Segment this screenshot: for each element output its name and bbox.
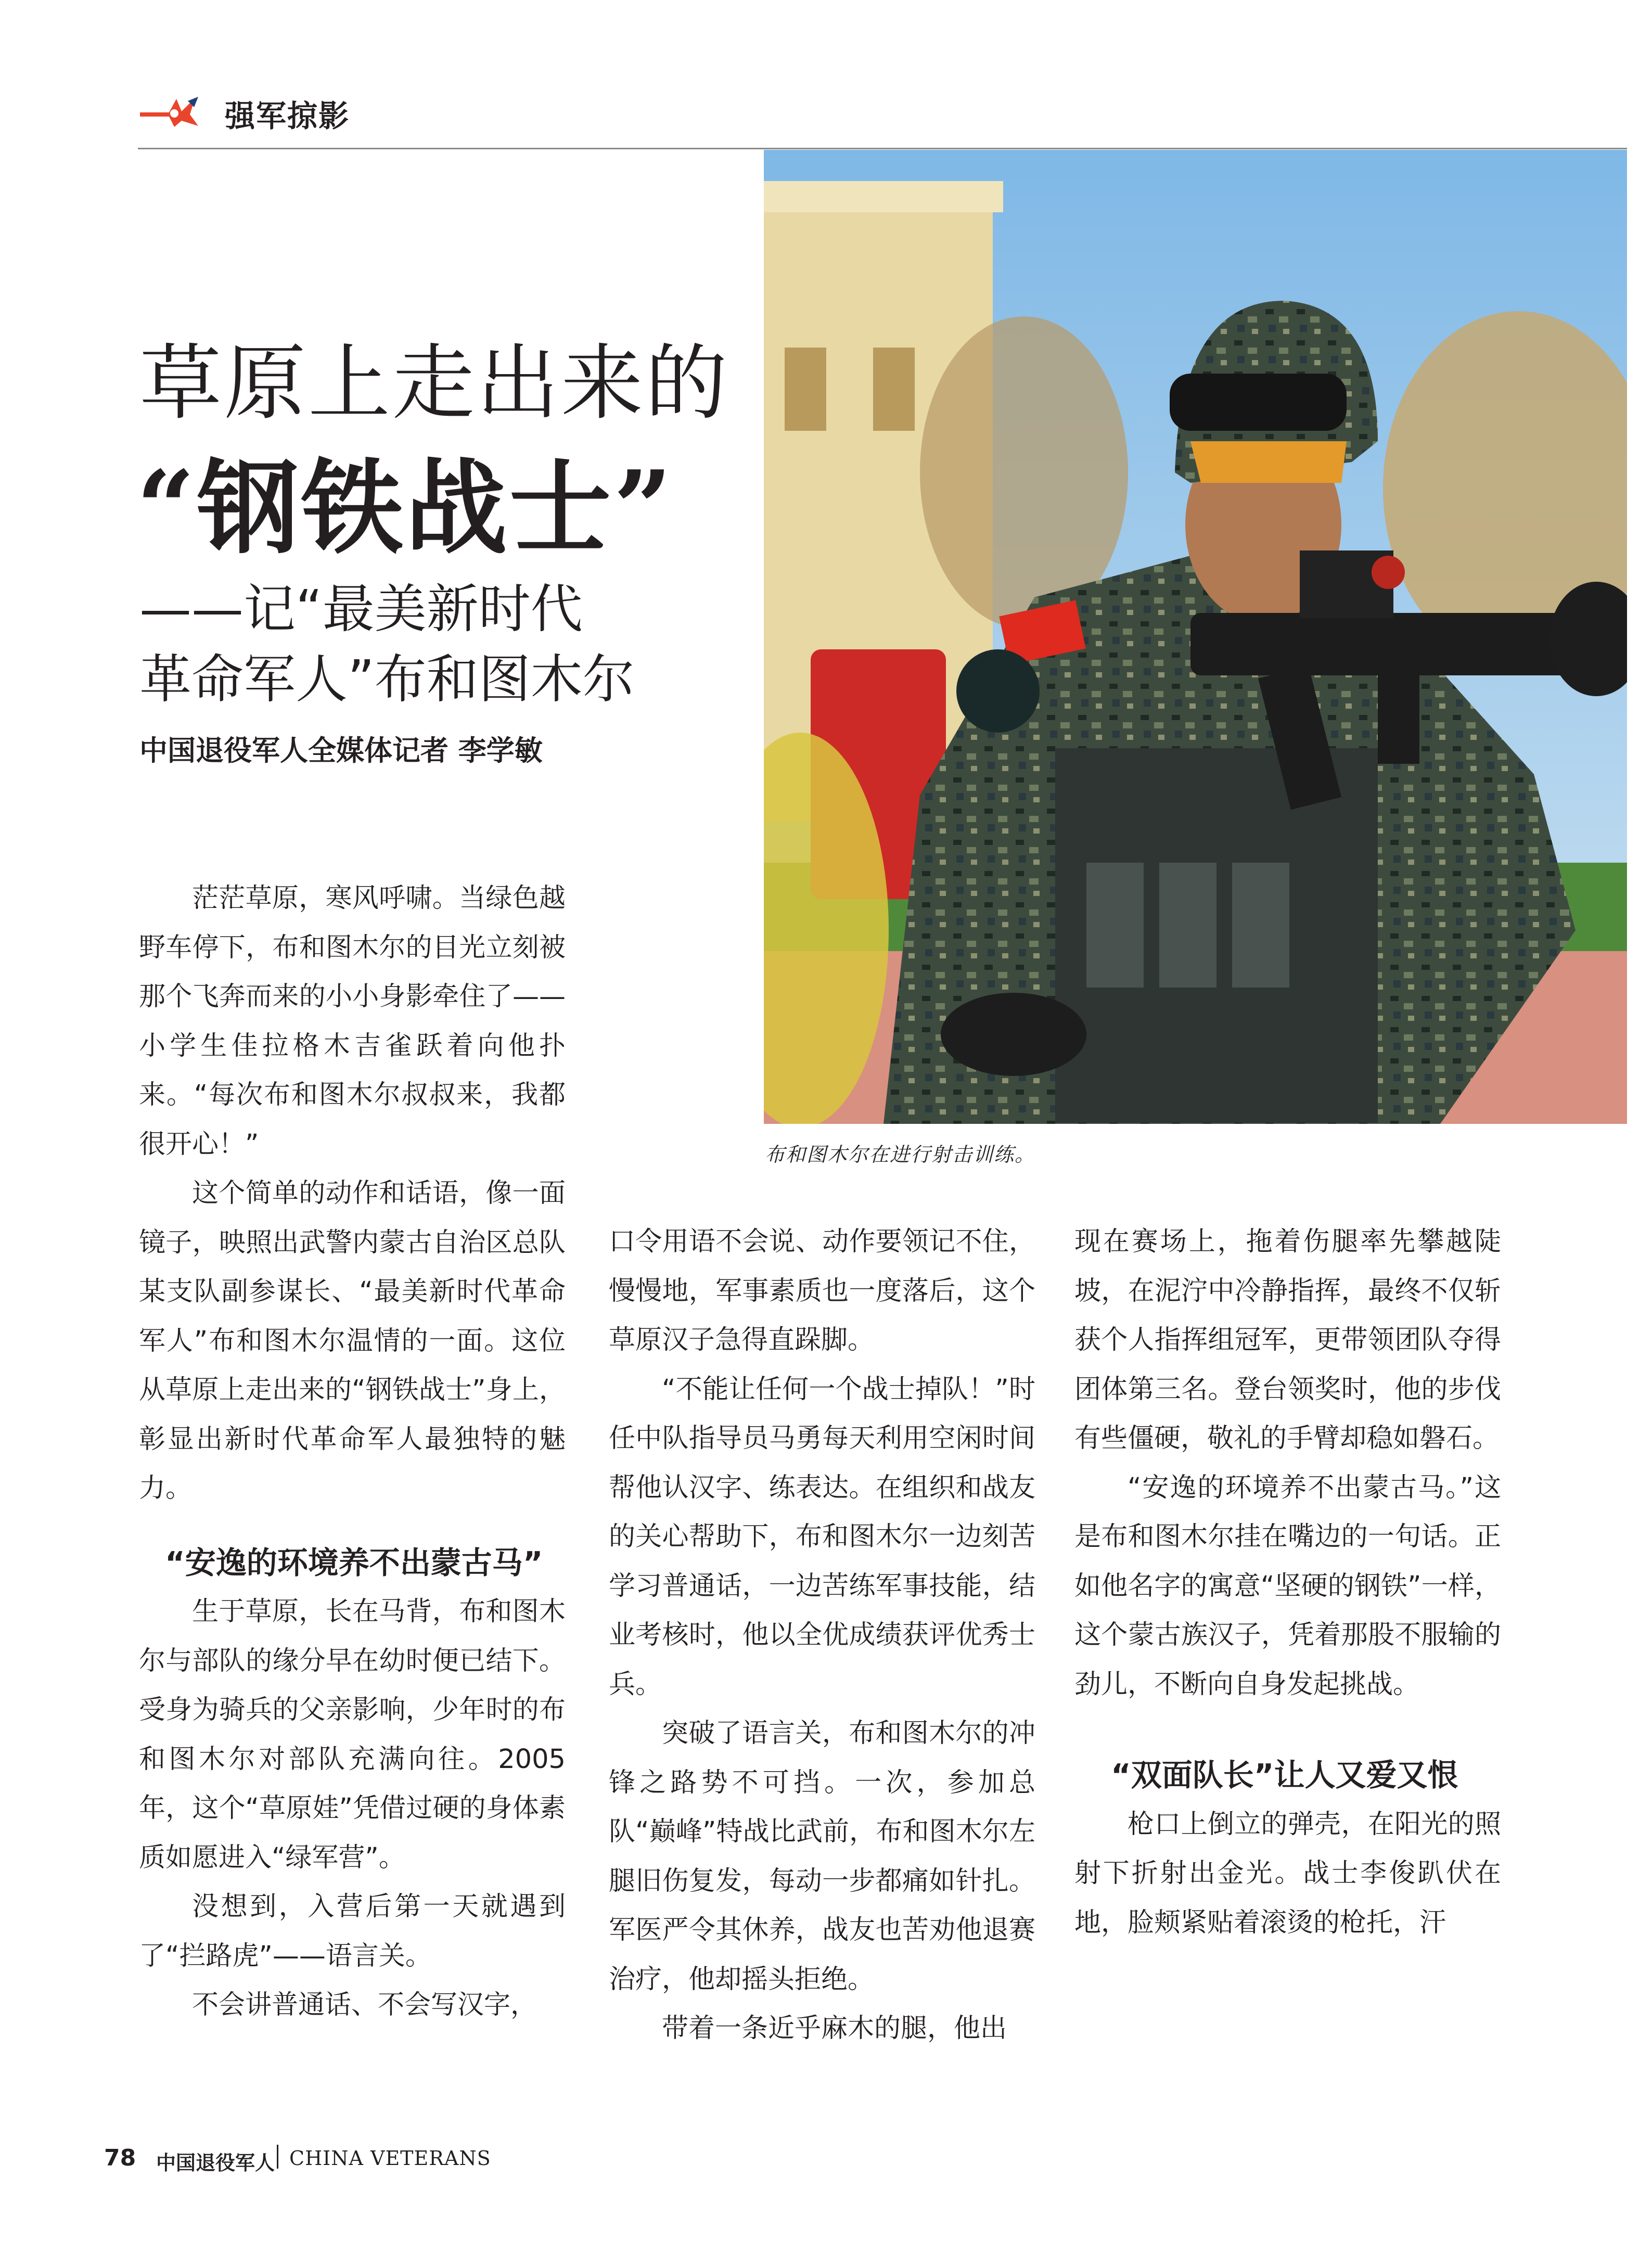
magazine-name-cn: 中国退役军人 bbox=[156, 2151, 275, 2174]
paragraph: 这个简单的动作和话语，像一面镜子，映照出武警内蒙古自治区总队某支队副参谋长、“最美新时代革命军人”布和图木尔温情的一面。这位从草原上走出来的“钢铁战士”身上，彰显出新时代革命军人最独特的魅力。 bbox=[139, 1178, 566, 1504]
paragraph: 没想到，入营后第一天就遇到了“拦路虎”——语言关。 bbox=[139, 1891, 566, 1971]
article-subtitle-line1: ——记“最美新时代 bbox=[139, 579, 583, 639]
paragraph: 枪口上倒立的弹壳，在阳光的照射下折射出金光。战士李俊趴伏在地，脸颊紧贴着滚烫的枪托，汗 bbox=[1074, 1809, 1501, 1938]
section-heading: “安逸的环境养不出蒙古马” bbox=[165, 1544, 543, 1581]
article-title-line2: “钢铁战士” bbox=[136, 449, 674, 568]
section-logo-icon bbox=[138, 94, 200, 130]
page-number: 78 bbox=[104, 2145, 136, 2171]
article-column-1 bbox=[139, 874, 566, 2030]
paragraph: “不能让任何一个战士掉队！”时任中队指导员马勇每天利用空闲时间帮他认汉字、练表达。在组织和战友的关心帮助下，布和图木尔一边刻苦学习普通话，一边苦练军事技能，结业考核时，他以全优成绩获评优秀士兵。 bbox=[609, 1374, 1035, 1700]
article-title-line1: 草原上走出来的 bbox=[139, 336, 729, 431]
article-column-2 bbox=[609, 1218, 1035, 2054]
paragraph: 生于草原，长在马背，布和图木尔与部队的缘分早在幼时便已结下。受身为骑兵的父亲影响，少年时的布和图木尔对部队充满向往。2005 年，这个“草原娃”凭借过硬的身体素质如愿进入“绿军营”。 bbox=[139, 1596, 566, 1873]
byline: 中国退役军人全媒体记者 李学敏 bbox=[139, 734, 543, 767]
paragraph: 突破了语言关，布和图木尔的冲锋之路势不可挡。一次，参加总队“巅峰”特战比武前，布和图木尔左腿旧伤复发，每动一步都痛如针扎。军医严令其休养，战友也苦劝他退赛治疗，他却摇头拒绝。 bbox=[609, 1718, 1035, 1995]
paragraph: 不会讲普通话、不会写汉字， bbox=[192, 1990, 537, 2020]
paragraph: 现在赛场上，拖着伤腿率先攀越陡坡，在泥泞中冷静指挥，最终不仅斩获个人指挥组冠军，更带领团队夺得团体第三名。登台领奖时，他的步伐有些僵硬，敬礼的手臂却稳如磐石。 bbox=[1074, 1226, 1501, 1454]
photo-caption: 布和图木尔在进行射击训练。 bbox=[765, 1143, 1036, 1166]
article-subtitle-line2: 革命军人”布和图木尔 bbox=[139, 649, 635, 710]
article-column-3 bbox=[1074, 1218, 1501, 1948]
paragraph: 带着一条近乎麻木的腿，他出 bbox=[662, 2013, 1007, 2044]
paragraph: 茫茫草原，寒风呼啸。当绿色越野车停下，布和图木尔的目光立刻被那个飞奔而来的小小身影牵住了——小学生佳拉格木吉雀跃着向他扑来。“每次布和图木尔叔叔来，我都很开心！” bbox=[139, 883, 566, 1160]
section-label: 强军掠影 bbox=[225, 98, 350, 134]
section-heading: “双面队长”让人又爱又恨 bbox=[1111, 1757, 1458, 1793]
paragraph: “安逸的环境养不出蒙古马。”这是布和图木尔挂在嘴边的一句话。正如他名字的寓意“坚硬的钢铁”一样，这个蒙古族汉子，凭着那股不服输的劲儿，不断向自身发起挑战。 bbox=[1074, 1472, 1501, 1700]
paragraph: 口令用语不会说、动作要领记不住，慢慢地，军事素质也一度落后，这个草原汉子急得直跺脚。 bbox=[609, 1226, 1035, 1355]
footer-divider bbox=[277, 2145, 278, 2169]
soldier-illustration bbox=[764, 150, 1627, 1124]
header-divider bbox=[138, 148, 1627, 149]
magazine-name-en: CHINA VETERANS bbox=[289, 2147, 491, 2170]
soldier-training-photo bbox=[764, 150, 1627, 1124]
